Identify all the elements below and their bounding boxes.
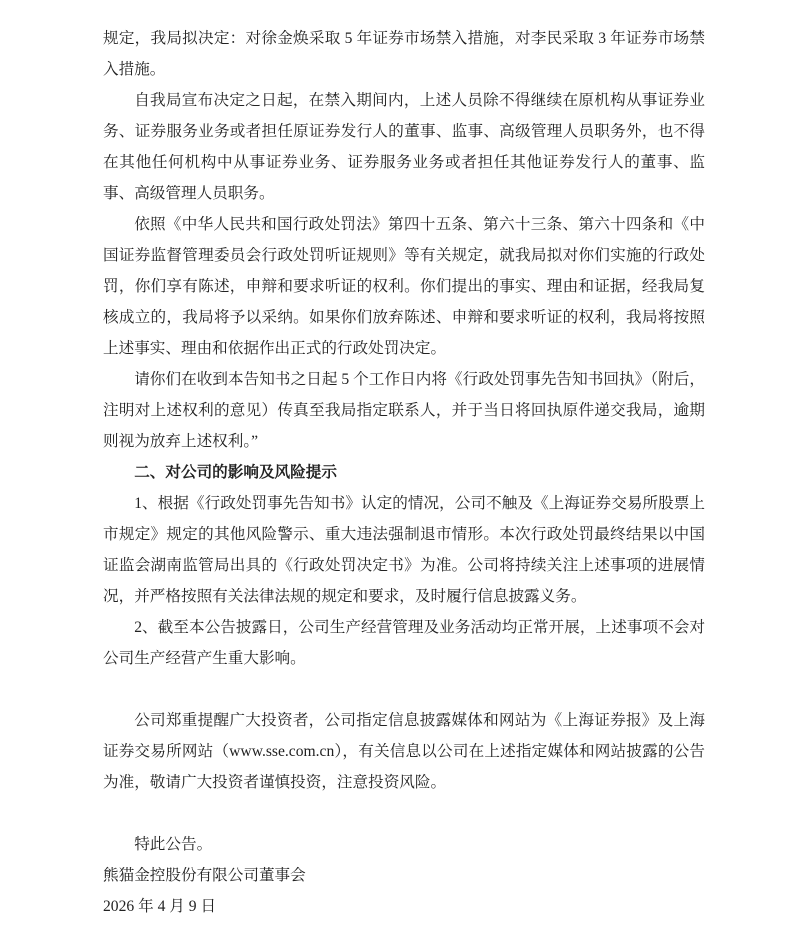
paragraph-legal-basis-rights: 依照《中华人民共和国行政处罚法》第四十五条、第六十三条、第六十四条和《中国证券监督管理委员会行政处罚听证规则》等有关规定，就我局拟对你们实施的行政处罚，你们享有陈述，申辩和要求听证的权利。你们提出的事实、理由和证据，经我局复核成立的，我局将予以采纳。如果你们放弃陈述、申辩和要求听证的权利，我局将按照上述事实、理由和依据作出正式的行政处罚决定。 bbox=[103, 216, 705, 357]
paragraph-penalty-decision-continuation: 规定，我局拟决定：对徐金焕采取 5 年证券市场禁入措施，对李民采取 3 年证券市场禁入措施。 bbox=[103, 30, 705, 78]
paragraph-impact-item-1: 1、根据《行政处罚事先告知书》认定的情况，公司不触及《上海证券交易所股票上市规定》规定的其他风险警示、重大违法强制退市情形。本次行政处罚最终结果以中国证监会湖南监管局出具的《行政处罚决定书》为准。公司将持续关注上述事项的进展情况，并严格按照有关法律法规的规定和要求，及时履行信息披露义务。 bbox=[103, 495, 705, 605]
paragraph-impact-item-2: 2、截至本公告披露日，公司生产经营管理及业务活动均正常开展，上述事项不会对公司生产经营产生重大影响。 bbox=[103, 619, 705, 667]
paragraph-closing-statement: 特此公告。 bbox=[134, 836, 213, 853]
section-heading-company-impact: 二、对公司的影响及风险提示 bbox=[134, 464, 337, 481]
paragraph-ban-scope: 自我局宣布决定之日起，在禁入期间内，上述人员除不得继续在原机构从事证券业务、证券服务业务或者担任原证券发行人的董事、监事、高级管理人员职务外，也不得在其他任何机构中从事证券业务、证券服务业务或者担任其他证券发行人的董事、监事、高级管理人员职务。 bbox=[103, 92, 705, 202]
signature-company-name: 熊猫金控股份有限公司董事会 bbox=[103, 867, 306, 884]
signature-date: 2026 年 4 月 9 日 bbox=[103, 898, 217, 915]
paragraph-investor-reminder: 公司郑重提醒广大投资者，公司指定信息披露媒体和网站为《上海证券报》及上海证券交易所网站（www.sse.com.cn），有关信息以公司在上述指定媒体和网站披露的公告为准，敬请广大投资者谨慎投资，注意投资风险。 bbox=[103, 712, 705, 791]
blank-line bbox=[103, 674, 705, 705]
blank-line bbox=[103, 798, 705, 829]
paragraph-receipt-instruction: 请你们在收到本告知书之日起 5 个工作日内将《行政处罚事先告知书回执》（附后，注明对上述权利的意见）传真至我局指定联系人，并于当日将回执原件递交我局，逾期则视为放弃上述权利。” bbox=[103, 371, 705, 450]
